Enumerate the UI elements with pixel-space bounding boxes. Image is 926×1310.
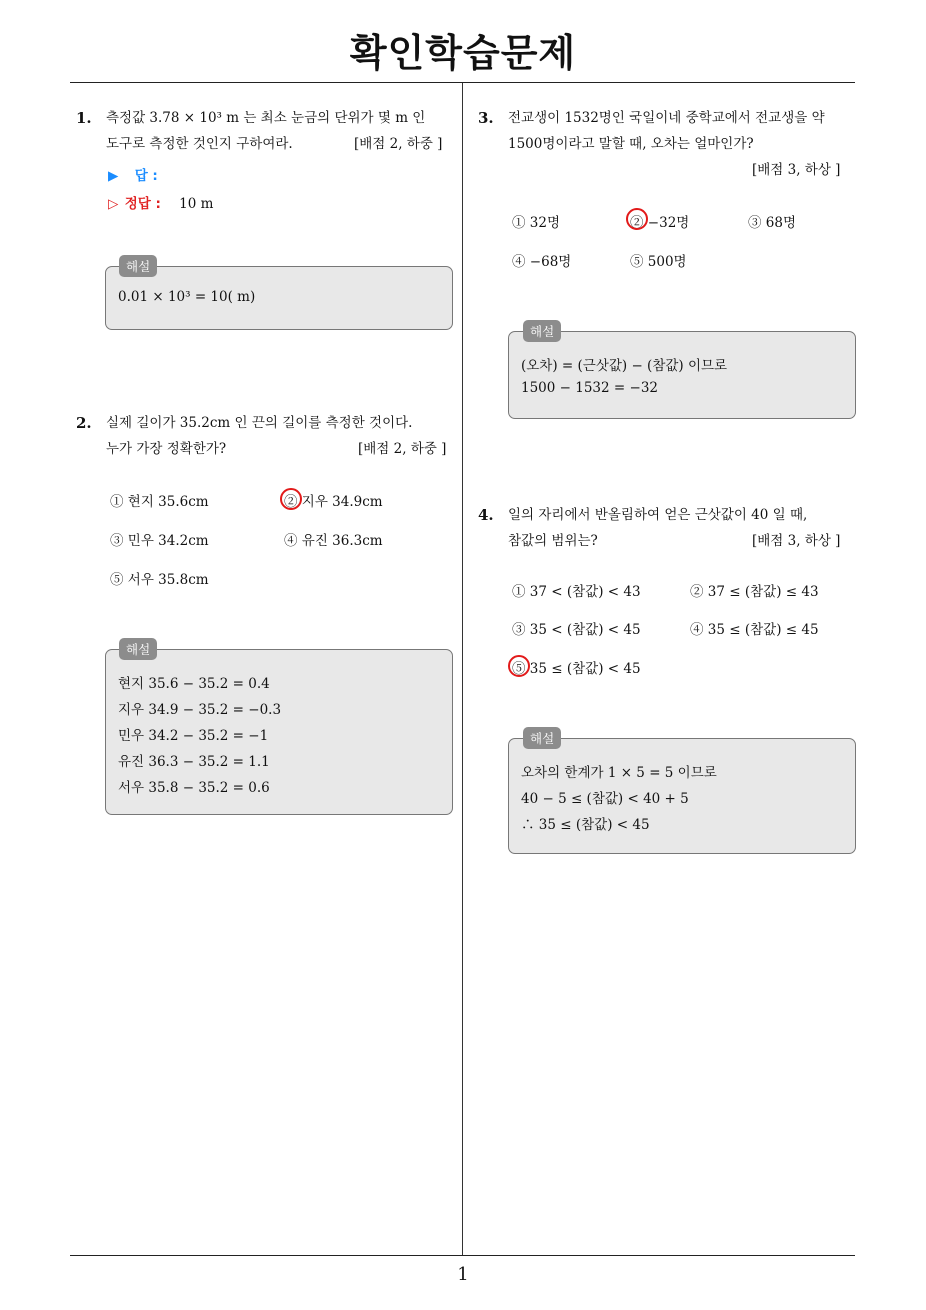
explanation-line: 현지 35.6 − 35.2 = 0.4 — [118, 676, 270, 692]
answer-label: 답 : — [134, 168, 158, 184]
explanation-line: 지우 34.9 − 35.2 = −0.3 — [118, 702, 282, 718]
choice-2[interactable]: ② 지우 34.9cm — [284, 494, 383, 510]
explanation-box-2 — [105, 649, 453, 815]
explanation-tag: 해설 — [523, 320, 561, 342]
correct-label: 정답 : — [124, 196, 161, 212]
explanation-line: ∴ 35 ≤ (참값) < 45 — [521, 817, 650, 833]
answer-row — [108, 164, 158, 184]
question-number: 3. — [478, 109, 494, 127]
explanation-line: 오차의 한계가 1 × 5 = 5 이므로 — [521, 765, 717, 781]
question-text-line-1: 일의 자리에서 반올림하여 얻은 근삿값이 40 일 때, — [508, 507, 808, 523]
explanation-box-3 — [508, 331, 856, 419]
explanation-box-4 — [508, 738, 856, 854]
correct-answer-row — [108, 192, 213, 212]
choice-4[interactable]: ④ 35 ≤ (참값) ≤ 45 — [690, 622, 819, 638]
explanation-line: (오차) = (근삿값) − (참값) 이므로 — [521, 358, 728, 374]
question-number: 2. — [76, 414, 92, 432]
correct-value: 10 m — [179, 196, 214, 212]
question-text-line-2: 도구로 측정한 것인지 구하여라. — [106, 136, 293, 152]
play-outline-icon: ▷ — [108, 196, 119, 212]
correct-choice-circle — [626, 208, 648, 230]
explanation-line: 40 − 5 ≤ (참값) < 40 + 5 — [521, 791, 689, 807]
choice-2[interactable]: ② −32명 — [630, 215, 690, 231]
question-text-line-2: 참값의 범위는? — [508, 533, 598, 549]
question-source: [배점 2, 하중 ] — [358, 441, 447, 457]
page-title: 확인학습문제 — [349, 31, 577, 75]
correct-choice-circle — [280, 488, 302, 510]
choice-1[interactable]: ① 37 < (참값) < 43 — [512, 584, 641, 600]
choice-3[interactable]: ③ 35 < (참값) < 45 — [512, 622, 641, 638]
choice-5[interactable]: ⑤ 500명 — [630, 254, 687, 270]
choice-3[interactable]: ③ 민우 34.2cm — [110, 533, 209, 549]
question-source: [배점 3, 하상 ] — [752, 533, 841, 549]
explanation-tag: 해설 — [119, 638, 157, 660]
question-text-line-1: 측정값 3.78 × 10³ m 는 최소 눈금의 단위가 몇 m 인 — [106, 110, 426, 126]
question-text-line-2: 누가 가장 정확한가? — [106, 441, 227, 457]
question-source: [배점 2, 하중 ] — [354, 136, 443, 152]
question-number: 1. — [76, 109, 92, 127]
question-source: [배점 3, 하상 ] — [752, 162, 841, 178]
choice-5[interactable]: ⑤ 서우 35.8cm — [110, 572, 209, 588]
choice-4[interactable]: ④ −68명 — [512, 254, 572, 270]
choice-5[interactable]: ⑤ 35 ≤ (참값) < 45 — [512, 661, 641, 677]
correct-choice-circle — [508, 655, 530, 677]
column-divider — [462, 83, 463, 1255]
explanation-tag: 해설 — [523, 727, 561, 749]
explanation-line: 1500 − 1532 = −32 — [521, 380, 658, 396]
explanation-box-1 — [105, 266, 453, 330]
choice-2[interactable]: ② 37 ≤ (참값) ≤ 43 — [690, 584, 819, 600]
explanation-line: 0.01 × 10³ = 10( m) — [118, 289, 256, 305]
choice-1[interactable]: ① 32명 — [512, 215, 561, 231]
explanation-line: 민우 34.2 − 35.2 = −1 — [118, 728, 269, 744]
page-number: 1 — [457, 1264, 469, 1285]
choice-3[interactable]: ③ 68명 — [748, 215, 797, 231]
explanation-tag: 해설 — [119, 255, 157, 277]
question-text-line-1: 전교생이 1532명인 국일이네 중학교에서 전교생을 약 — [508, 110, 825, 126]
explanation-line: 서우 35.8 − 35.2 = 0.6 — [118, 780, 270, 796]
footer-divider — [70, 1255, 855, 1256]
explanation-line: 유진 36.3 − 35.2 = 1.1 — [118, 754, 270, 770]
question-number: 4. — [478, 506, 494, 524]
question-text-line-2: 1500명이라고 말할 때, 오차는 얼마인가? — [508, 136, 754, 152]
choice-1[interactable]: ① 현지 35.6cm — [110, 494, 209, 510]
choice-4[interactable]: ④ 유진 36.3cm — [284, 533, 383, 549]
play-icon: ▶ — [108, 168, 119, 184]
question-text-line-1: 실제 길이가 35.2cm 인 끈의 길이를 측정한 것이다. — [106, 415, 413, 431]
